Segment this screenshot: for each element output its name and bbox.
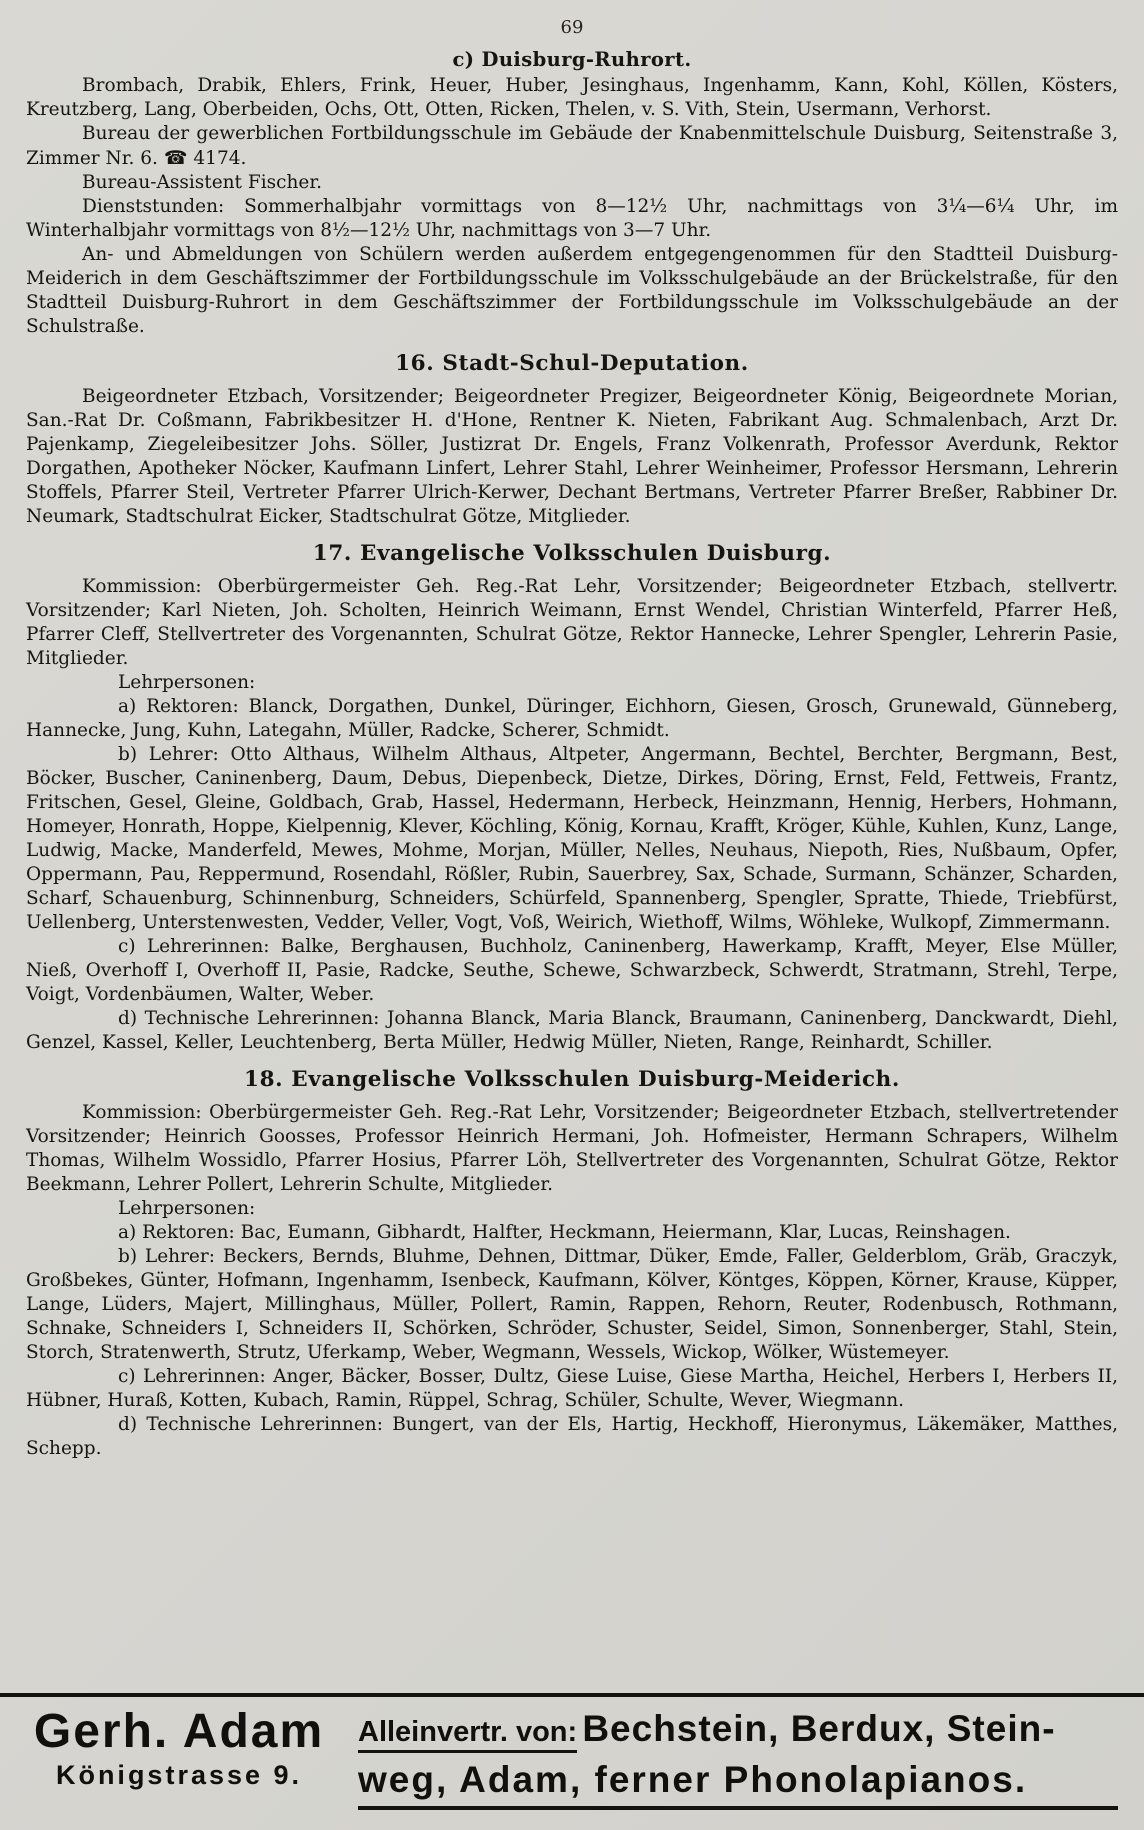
commission-list: Kommission: Oberbürgermeister Geh. Reg.-Rat Lehr, Vorsitzender; Beigeordneter Etzbach, stellvertretender Vorsitzender; Heinrich Goosses, Professor Heinrich Hermani, Joh. Hofmeister, Hermann Schrapers, Wilhelm Thomas, Wilhelm Wossidlo, Pfarrer Hosius, Pfarrer Löh, Stellvertreter des Vorgenannten, Schulrat Götze, Rektor Beekmann, Lehrer Pollert, Lehrerin Schulte, Mitglieder.: [26, 1102, 1118, 1195]
lehrerinnen-list: c) Lehrerinnen: Anger, Bäcker, Bosser, Dultz, Giese Luise, Giese Martha, Heichel, Herbers I, Herbers II, Hübner, Huraß, Kotten, Kubach, Ramin, Rüppel, Schrag, Schüler, Schulte, Wever, Wiegmann.: [26, 1366, 1118, 1411]
rektoren-list: a) Rektoren: Bac, Eumann, Gibhardt, Halfter, Heckmann, Heiermann, Klar, Lucas, Reinshagen.: [118, 1222, 1011, 1243]
bureau-paragraph: [26, 122, 1118, 171]
ad-line1-prefix: Alleinvertr. von:: [358, 1716, 577, 1753]
ad-text-block: [344, 1707, 1134, 1810]
section-c-heading: c) Duisburg-Ruhrort.: [452, 48, 692, 71]
lehrer-list: b) Lehrer: Beckers, Bernds, Bluhme, Dehnen, Dittmar, Düker, Emde, Faller, Gelderblom, Gräb, Graczyk, Großbekes, Günter, Hofmann, Ingenhamm, Isenbeck, Kaufmann, Kölver, Köntges, Köppen, Körner, Krause, Küpper, Lange, Lüders, Majert, Millinghaus, Müller, Pollert, Ramin, Rappen, Rehorn, Reuter, Rodenbusch, Rothmann, Schnake, Schneiders I, Schneiders II, Schörken, Schröder, Schuster, Seidel, Simon, Sonnenberger, Stahl, Stein, Storch, Stratenwerth, Strutz, Uferkamp, Weber, Wegmann, Wessels, Wickop, Wölker, Wüstemeyer.: [26, 1246, 1118, 1363]
member-list: Brombach, Drabik, Ehlers, Frink, Heuer, Huber, Jesinghaus, Ingenhamm, Kann, Kohl, Köllen, Kösters, Kreutzberg, Lang, Oberbeiden, Ochs, Ott, Otten, Ricken, Thelen, v. S. Vith, Stein, Usermann, Verhorst.: [26, 75, 1118, 120]
ad-line-2-wrap: [358, 1757, 1134, 1810]
section-duisburg-ruhrort: [26, 48, 1118, 339]
lehrerinnen-list: c) Lehrerinnen: Balke, Berghausen, Buchholz, Caninenberg, Hawerkamp, Krafft, Meyer, Else Müller, Nieß, Overhoff I, Overhoff II, Pasie, Radcke, Seuthe, Schewe, Schwarzbeck, Schwerdt, Stratmann, Strehl, Terpe, Voigt, Vordenbäumen, Walter, Weber.: [26, 936, 1118, 1005]
bureau-assistant: Bureau-Assistent Fischer.: [82, 172, 323, 193]
technische-lehrerinnen-list: d) Technische Lehrerinnen: Johanna Blanck, Maria Blanck, Braumann, Caninenberg, Danckwardt, Diehl, Genzel, Kassel, Keller, Leuchtenberg, Berta Müller, Hedwig Müller, Nieten, Range, Reinhardt, Schiller.: [26, 1008, 1118, 1053]
bureau-phone-number: 4174.: [193, 148, 247, 169]
office-hours: Dienststunden: Sommerhalbjahr vormittags von 8—12½ Uhr, nachmittags von 3¼—6¼ Uhr, im Winterhalbjahr vormittags von 8½—12½ Uhr, nachmittags von 3—7 Uhr.: [26, 196, 1118, 241]
commission-list: Kommission: Oberbürgermeister Geh. Reg.-Rat Lehr, Vorsitzender; Beigeordneter Etzbach, stellvertr. Vorsitzender; Karl Nieten, Joh. Scholten, Heinrich Weimann, Ernst Wendel, Christian Winterfeld, Pfarrer Heß, Pfarrer Cleff, Stellvertreter des Vorgenannten, Schulrat Götze, Rektor Hannecke, Lehrer Spengler, Lehrerin Pasie, Mitglieder.: [26, 576, 1118, 669]
section-17-heading: 17. Evangelische Volksschulen Duisburg.: [312, 541, 832, 566]
section-ev-volksschulen-meiderich: [26, 1068, 1118, 1461]
technische-lehrerinnen-list: d) Technische Lehrerinnen: Bungert, van der Els, Hartig, Heckhoff, Hieronymus, Läkemäker, Matthes, Schepp.: [26, 1414, 1118, 1459]
ad-line1-brands: Bechstein, Berdux, Stein-: [582, 1708, 1056, 1749]
bureau-text: Bureau der gewerblichen Fortbildungsschule im Gebäude der Knabenmittelschule Duisburg, Seitenstraße 3, Zimmer Nr. 6.: [26, 123, 1118, 169]
section-stadt-schul-deputation: [26, 352, 1118, 529]
telephone-icon: ☎: [163, 147, 188, 169]
deputation-members: Beigeordneter Etzbach, Vorsitzender; Beigeordneter Pregizer, Beigeordneter König, Beigeordnete Morian, San.-Rat Dr. Coßmann, Fabrikbesitzer H. d'Hone, Rentner K. Nieten, Fabrikant Aug. Schmalenbach, Arzt Dr. Pajenkamp, Ziegeleibesitzer Johs. Söller, Justizrat Dr. Engels, Franz Volkenrath, Professor Averdunk, Rektor Dorgathen, Apotheker Nöcker, Kaufmann Linfert, Lehrer Stahl, Lehrer Weinheimer, Professor Hersmann, Lehrerin Stoffels, Pfarrer Steil, Vertreter Pfarrer Ulrich-Kerwer, Dechant Bertmans, Vertreter Pfarrer Breßer, Rabbiner Dr. Neumark, Stadtschulrat Eicker, Stadtschulrat Götze, Mitglieder.: [26, 386, 1118, 527]
staff-label: Lehrpersonen:: [118, 1198, 256, 1219]
rektoren-list: a) Rektoren: Blanck, Dorgathen, Dunkel, Düringer, Eichhorn, Giesen, Grosch, Grunewald, Günneberg, Hannecke, Jung, Kuhn, Lategahn, Müller, Radcke, Scherer, Schmidt.: [26, 696, 1118, 741]
registration-note: An- und Abmeldungen von Schülern werden außerdem entgegengenommen für den Stadtteil Duisburg-Meiderich in dem Geschäftszimmer der Fortbildungsschule im Volksschulgebäude an der Brückelstraße, für den Stadtteil Duisburg-Ruhrort in dem Geschäftszimmer der Fortbildungsschule im Volksschulgebäude an der Schulstraße.: [26, 244, 1118, 337]
advertiser-name: Gerh. Adam: [33, 1705, 325, 1758]
section-16-heading: 16. Stadt-Schul-Deputation.: [395, 351, 749, 376]
page-number: 69: [560, 17, 584, 38]
advertiser-address: Königstrasse 9.: [55, 1760, 303, 1790]
section-18-heading: 18. Evangelische Volksschulen Duisburg-Meiderich.: [244, 1067, 900, 1092]
advertiser-block: [14, 1705, 344, 1790]
ad-line-1: [358, 1707, 1134, 1757]
lehrer-list: b) Lehrer: Otto Althaus, Wilhelm Althaus, Altpeter, Angermann, Bechtel, Berchter, Bergmann, Best, Böcker, Buscher, Caninenberg, Daum, Debus, Diepenbeck, Dietze, Dirkes, Döring, Ernst, Feld, Fettweis, Frantz, Fritschen, Gesel, Gleine, Goldbach, Grab, Hassel, Hedermann, Herbeck, Heinzmann, Hennig, Herbers, Hohmann, Homeyer, Honrath, Hoppe, Kielpennig, Klever, Köchling, König, Kornau, Krafft, Kröger, Kühle, Kuhlen, Kunz, Lange, Ludwig, Macke, Manderfeld, Mewes, Mohme, Morjan, Müller, Nelles, Neuhaus, Niepoth, Ries, Nußbaum, Opfer, Oppermann, Pau, Reppermund, Rosendahl, Rößler, Rubin, Sauerbrey, Sax, Schade, Surmann, Schänzer, Scharden, Scharf, Schauenburg, Schinnenburg, Schneiders, Schürfeld, Spannenberg, Spengler, Spratte, Thiede, Triebfürst, Uellenberg, Unterstenwesten, Vedder, Veller, Vogt, Voß, Weirich, Wiethoff, Wilms, Wöhleke, Wulkopf, Zimmermann.: [26, 744, 1118, 933]
staff-label: Lehrpersonen:: [118, 672, 256, 693]
section-ev-volksschulen-duisburg: [26, 542, 1118, 1055]
ad-line-2: weg, Adam, ferner Phonolapianos.: [358, 1757, 1118, 1810]
advertisement: [0, 1693, 1144, 1816]
